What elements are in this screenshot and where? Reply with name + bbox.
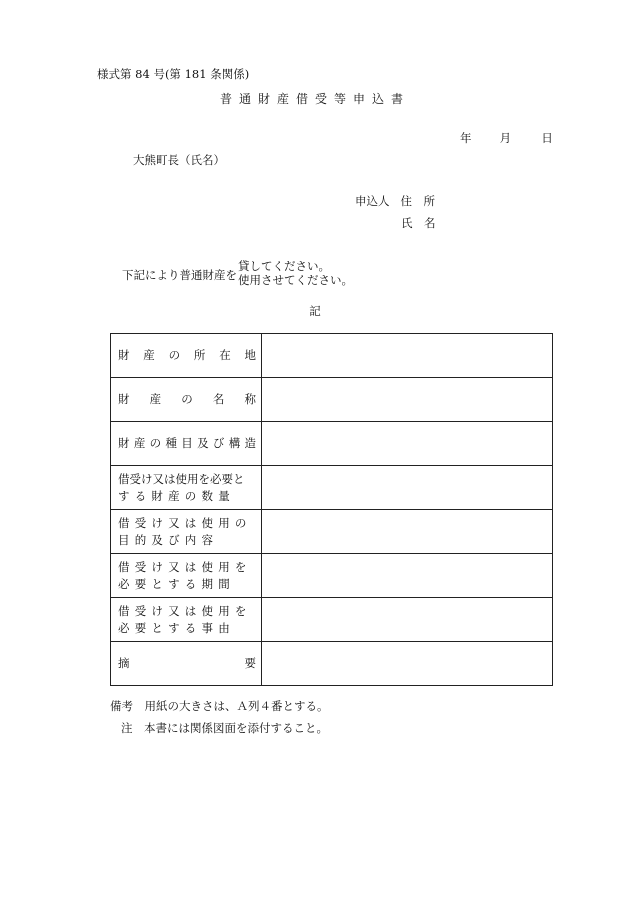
date-month-label: 月 [499,131,512,145]
row-label-location: 財 産 の 所 在 地 [118,348,256,362]
address-label: 住 所 [400,194,435,208]
row-label-purpose-2: 目的及び内容 [118,532,219,547]
row-label-reason-1: 借受け又は使用を [118,603,252,618]
applicant-label: 申込人 [355,194,390,208]
ki-heading: 記 [309,304,321,318]
name-label: 氏 名 [401,216,436,230]
request-text: 下記により普通財産を [122,268,237,282]
recipient: 大熊町長（氏名） [133,153,225,167]
table-row [111,466,553,510]
date-day-label: 日 [541,131,553,145]
row-label-purpose-1: 借受け又は使用の [118,515,252,530]
value-cell-summary[interactable] [262,642,553,686]
table-row [111,642,553,686]
date-year-label: 年 [460,131,472,145]
table-row [111,598,553,642]
row-label-type: 財 産 の 種 目 及 び 構 造 [118,436,256,450]
table-row [111,554,553,598]
value-cell-name[interactable] [262,378,553,422]
value-cell-period[interactable] [262,554,553,598]
value-cell-type[interactable] [262,422,553,466]
row-label-summary: 摘 要 [118,656,256,670]
table-row [111,422,553,466]
table-row [111,510,553,554]
note-attachment: 注 本書には関係図面を添付すること。 [121,721,328,735]
value-cell-purpose[interactable] [262,510,553,554]
row-label-quantity-1: 借受け又は使用を必要と [118,471,245,486]
table-row [111,334,553,378]
row-label-quantity-2: する財産の数量 [118,488,235,503]
request-options [238,259,353,287]
row-label-name: 財 産 の 名 称 [118,392,256,406]
row-label-period-1: 借受け又は使用を [118,559,252,574]
note-paper-size: 備考 用紙の大きさは、Ａ列４番とする。 [110,699,329,713]
document-title: 普通財産借受等申込書 [219,92,410,106]
row-label-period-2: 必要とする期間 [118,576,235,591]
value-cell-quantity[interactable] [262,466,553,510]
property-table [110,333,553,686]
option-use: 使用させてください。 [238,273,353,287]
value-cell-location[interactable] [262,334,553,378]
row-label-reason-2: 必要とする事由 [118,620,235,635]
value-cell-reason[interactable] [262,598,553,642]
option-lend: 貸してください。 [238,259,330,273]
form-number: 様式第 84 号(第 181 条関係) [97,67,250,81]
applicant-address-line [355,193,435,209]
table-row [111,378,553,422]
date-line [460,130,553,146]
